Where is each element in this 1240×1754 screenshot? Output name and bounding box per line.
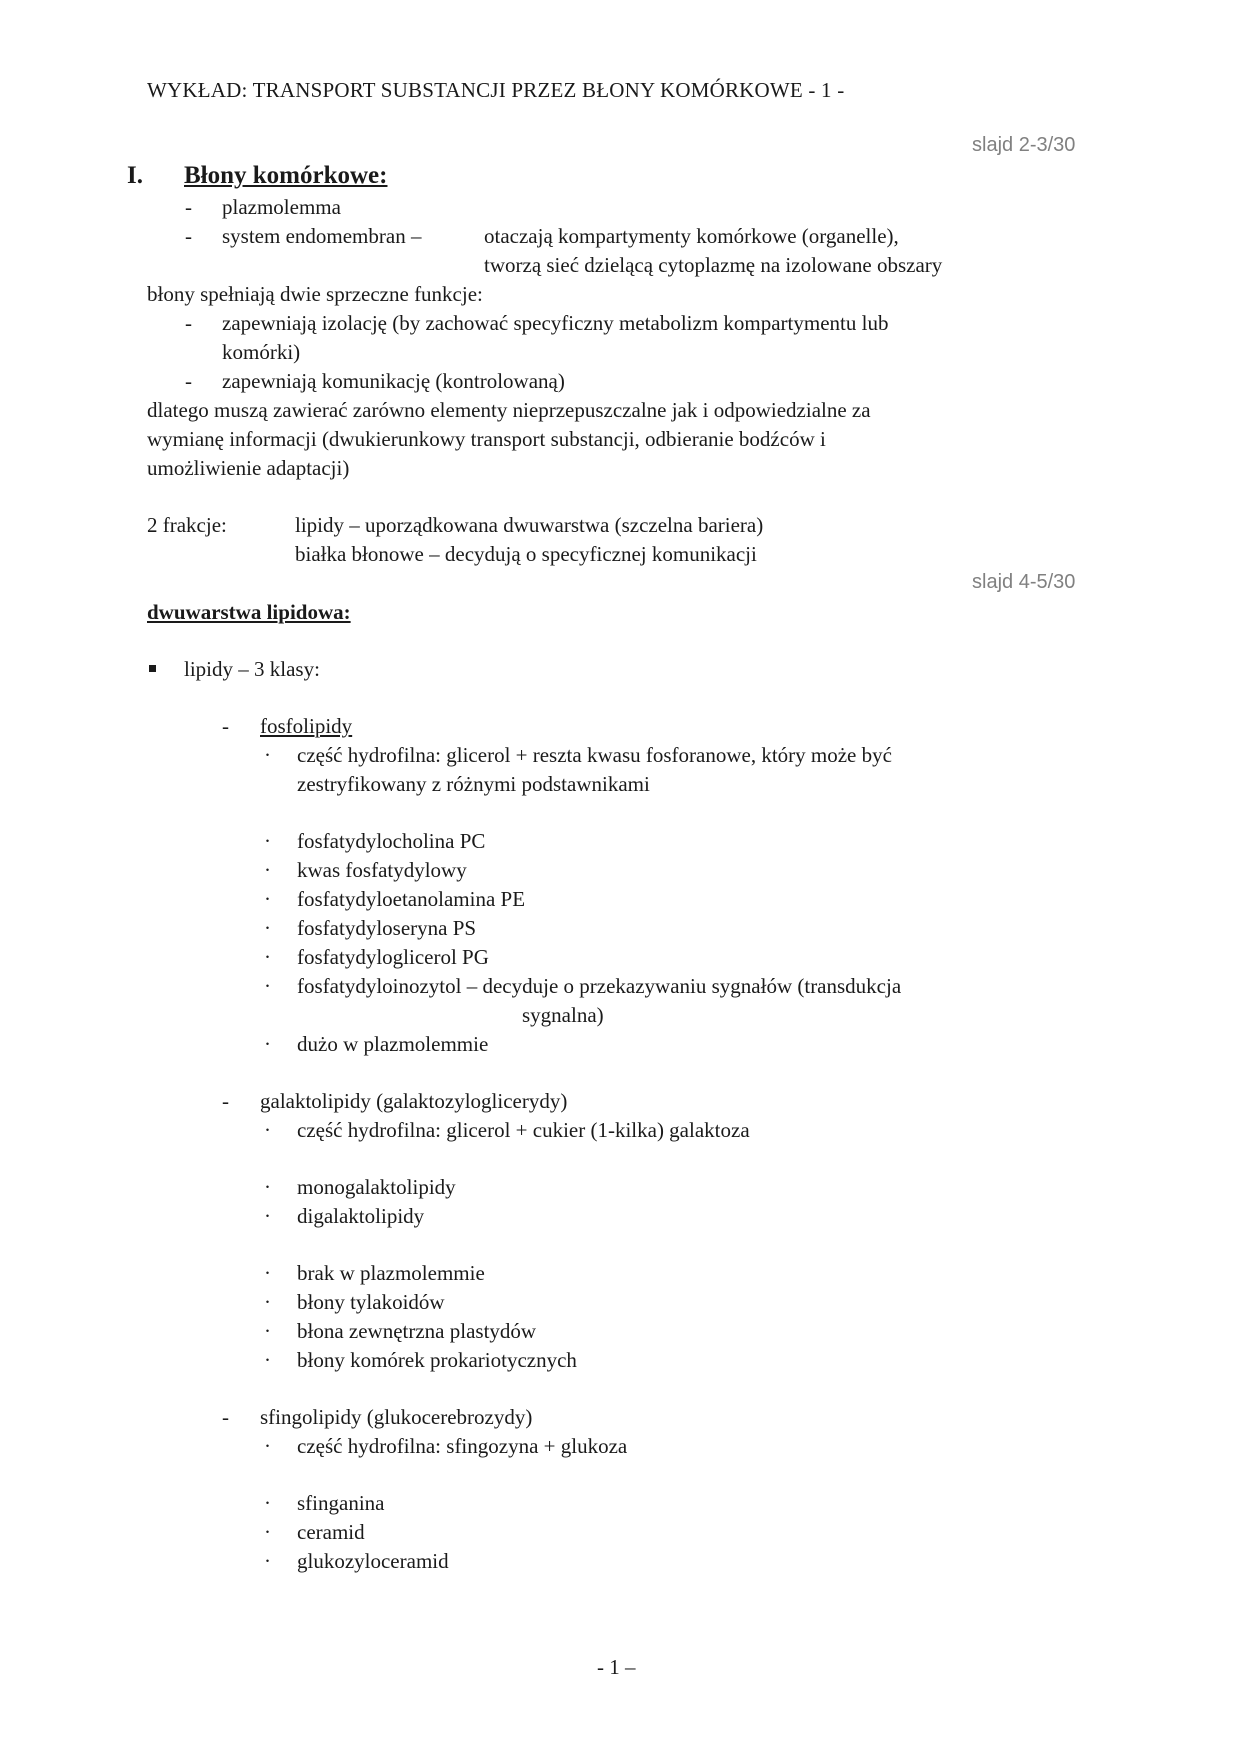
dot-bullet: · <box>264 858 271 882</box>
hydrophilic-part: część hydrofilna: glicerol + reszta kwasu fosforanowe, który może być <box>297 743 892 767</box>
function-item: komórki) <box>222 340 301 364</box>
dot-bullet: · <box>264 945 271 969</box>
list-item: glukozyloceramid <box>297 1549 449 1573</box>
dash-bullet: - <box>222 1089 229 1113</box>
dot-bullet: · <box>264 1290 271 1314</box>
dash-bullet: - <box>185 224 192 248</box>
dot-bullet: · <box>264 1032 271 1056</box>
page-number: - 1 – <box>597 1655 636 1679</box>
dot-bullet: · <box>264 1549 271 1573</box>
slide-reference: slajd 4-5/30 <box>972 571 1076 593</box>
hydrophilic-part: część hydrofilna: glicerol + cukier (1-kilka) galaktoza <box>297 1118 750 1142</box>
sphingolipids-title: sfingolipidy (glukocerebrozydy) <box>260 1405 533 1429</box>
dash-bullet: - <box>185 195 192 219</box>
dot-bullet: · <box>264 1434 271 1458</box>
paragraph-line: wymianę informacji (dwukierunkowy transport substancji, odbieranie bodźców i <box>147 427 826 451</box>
document-header: WYKŁAD: TRANSPORT SUBSTANCJI PRZEZ BŁONY KOMÓRKOWE - 1 - <box>147 78 845 102</box>
membrane-item-desc: otaczają kompartymenty komórkowe (organelle), <box>484 224 899 248</box>
membrane-item-label: system endomembran – <box>222 224 422 248</box>
hydrophilic-part: zestryfikowany z różnymi podstawnikami <box>297 772 650 796</box>
list-item: błona zewnętrzna plastydów <box>297 1319 537 1343</box>
list-item: sfinganina <box>297 1491 385 1515</box>
square-bullet <box>149 665 156 672</box>
dot-bullet: · <box>264 1261 271 1285</box>
membrane-item: plazmolemma <box>222 195 341 219</box>
functions-intro: błony spełniają dwie sprzeczne funkcje: <box>147 282 483 306</box>
list-item: fosfatydyloseryna PS <box>297 916 477 940</box>
dot-bullet: · <box>264 1204 271 1228</box>
dot-bullet: · <box>264 974 271 998</box>
dot-bullet: · <box>264 916 271 940</box>
dot-bullet: · <box>264 1491 271 1515</box>
dot-bullet: · <box>264 1118 271 1142</box>
list-item: błony tylakoidów <box>297 1290 445 1314</box>
list-item: błony komórek prokariotycznych <box>297 1348 577 1372</box>
dot-bullet: · <box>264 829 271 853</box>
function-item: zapewniają komunikację (kontrolowaną) <box>222 369 565 393</box>
paragraph-line: dlatego muszą zawierać zarówno elementy nieprzepuszczalne jak i odpowiedzialne za <box>147 398 871 422</box>
dot-bullet: · <box>264 1319 271 1343</box>
dot-bullet: · <box>264 1520 271 1544</box>
list-item: fosfatydyloetanolamina PE <box>297 887 526 911</box>
dot-bullet: · <box>264 743 271 767</box>
list-item: brak w plazmolemmie <box>297 1261 485 1285</box>
slide-reference: slajd 2-3/30 <box>972 134 1076 156</box>
phospholipids-title: fosfolipidy <box>260 714 353 738</box>
dot-bullet: · <box>264 1175 271 1199</box>
function-item: zapewniają izolację (by zachować specyficzny metabolizm kompartymentu lub <box>222 311 889 335</box>
dash-bullet: - <box>222 714 229 738</box>
list-item: digalaktolipidy <box>297 1204 425 1228</box>
paragraph-line: umożliwienie adaptacji) <box>147 456 350 480</box>
list-item-continuation: sygnalna) <box>522 1003 604 1027</box>
hydrophilic-part: część hydrofilna: sfingozyna + glukoza <box>297 1434 628 1458</box>
dot-bullet: · <box>264 1348 271 1372</box>
dash-bullet: - <box>185 311 192 335</box>
fraction-item: lipidy – uporządkowana dwuwarstwa (szczelna bariera) <box>295 513 764 537</box>
list-item: kwas fosfatydylowy <box>297 858 467 882</box>
list-item: monogalaktolipidy <box>297 1175 456 1199</box>
section-title: Błony komórkowe: <box>184 162 388 189</box>
dot-bullet: · <box>264 887 271 911</box>
galactolipids-title: galaktolipidy (galaktozyloglicerydy) <box>260 1089 568 1113</box>
membrane-item-desc: tworzą sieć dzielącą cytoplazmę na izolowane obszary <box>484 253 943 277</box>
list-item: fosfatydylocholina PC <box>297 829 486 853</box>
subheading: dwuwarstwa lipidowa: <box>147 600 351 624</box>
list-item: fosfatydyloglicerol PG <box>297 945 489 969</box>
list-item: dużo w plazmolemmie <box>297 1032 489 1056</box>
section-number: I. <box>127 162 143 189</box>
dash-bullet: - <box>185 369 192 393</box>
list-item: fosfatydyloinozytol – decyduje o przekazywaniu sygnałów (transdukcja <box>297 974 902 998</box>
fractions-label: 2 frakcje: <box>147 513 227 537</box>
dash-bullet: - <box>222 1405 229 1429</box>
fraction-item: białka błonowe – decydują o specyficznej komunikacji <box>295 542 757 566</box>
list-item: ceramid <box>297 1520 365 1544</box>
lipids-intro: lipidy – 3 klasy: <box>184 657 320 681</box>
